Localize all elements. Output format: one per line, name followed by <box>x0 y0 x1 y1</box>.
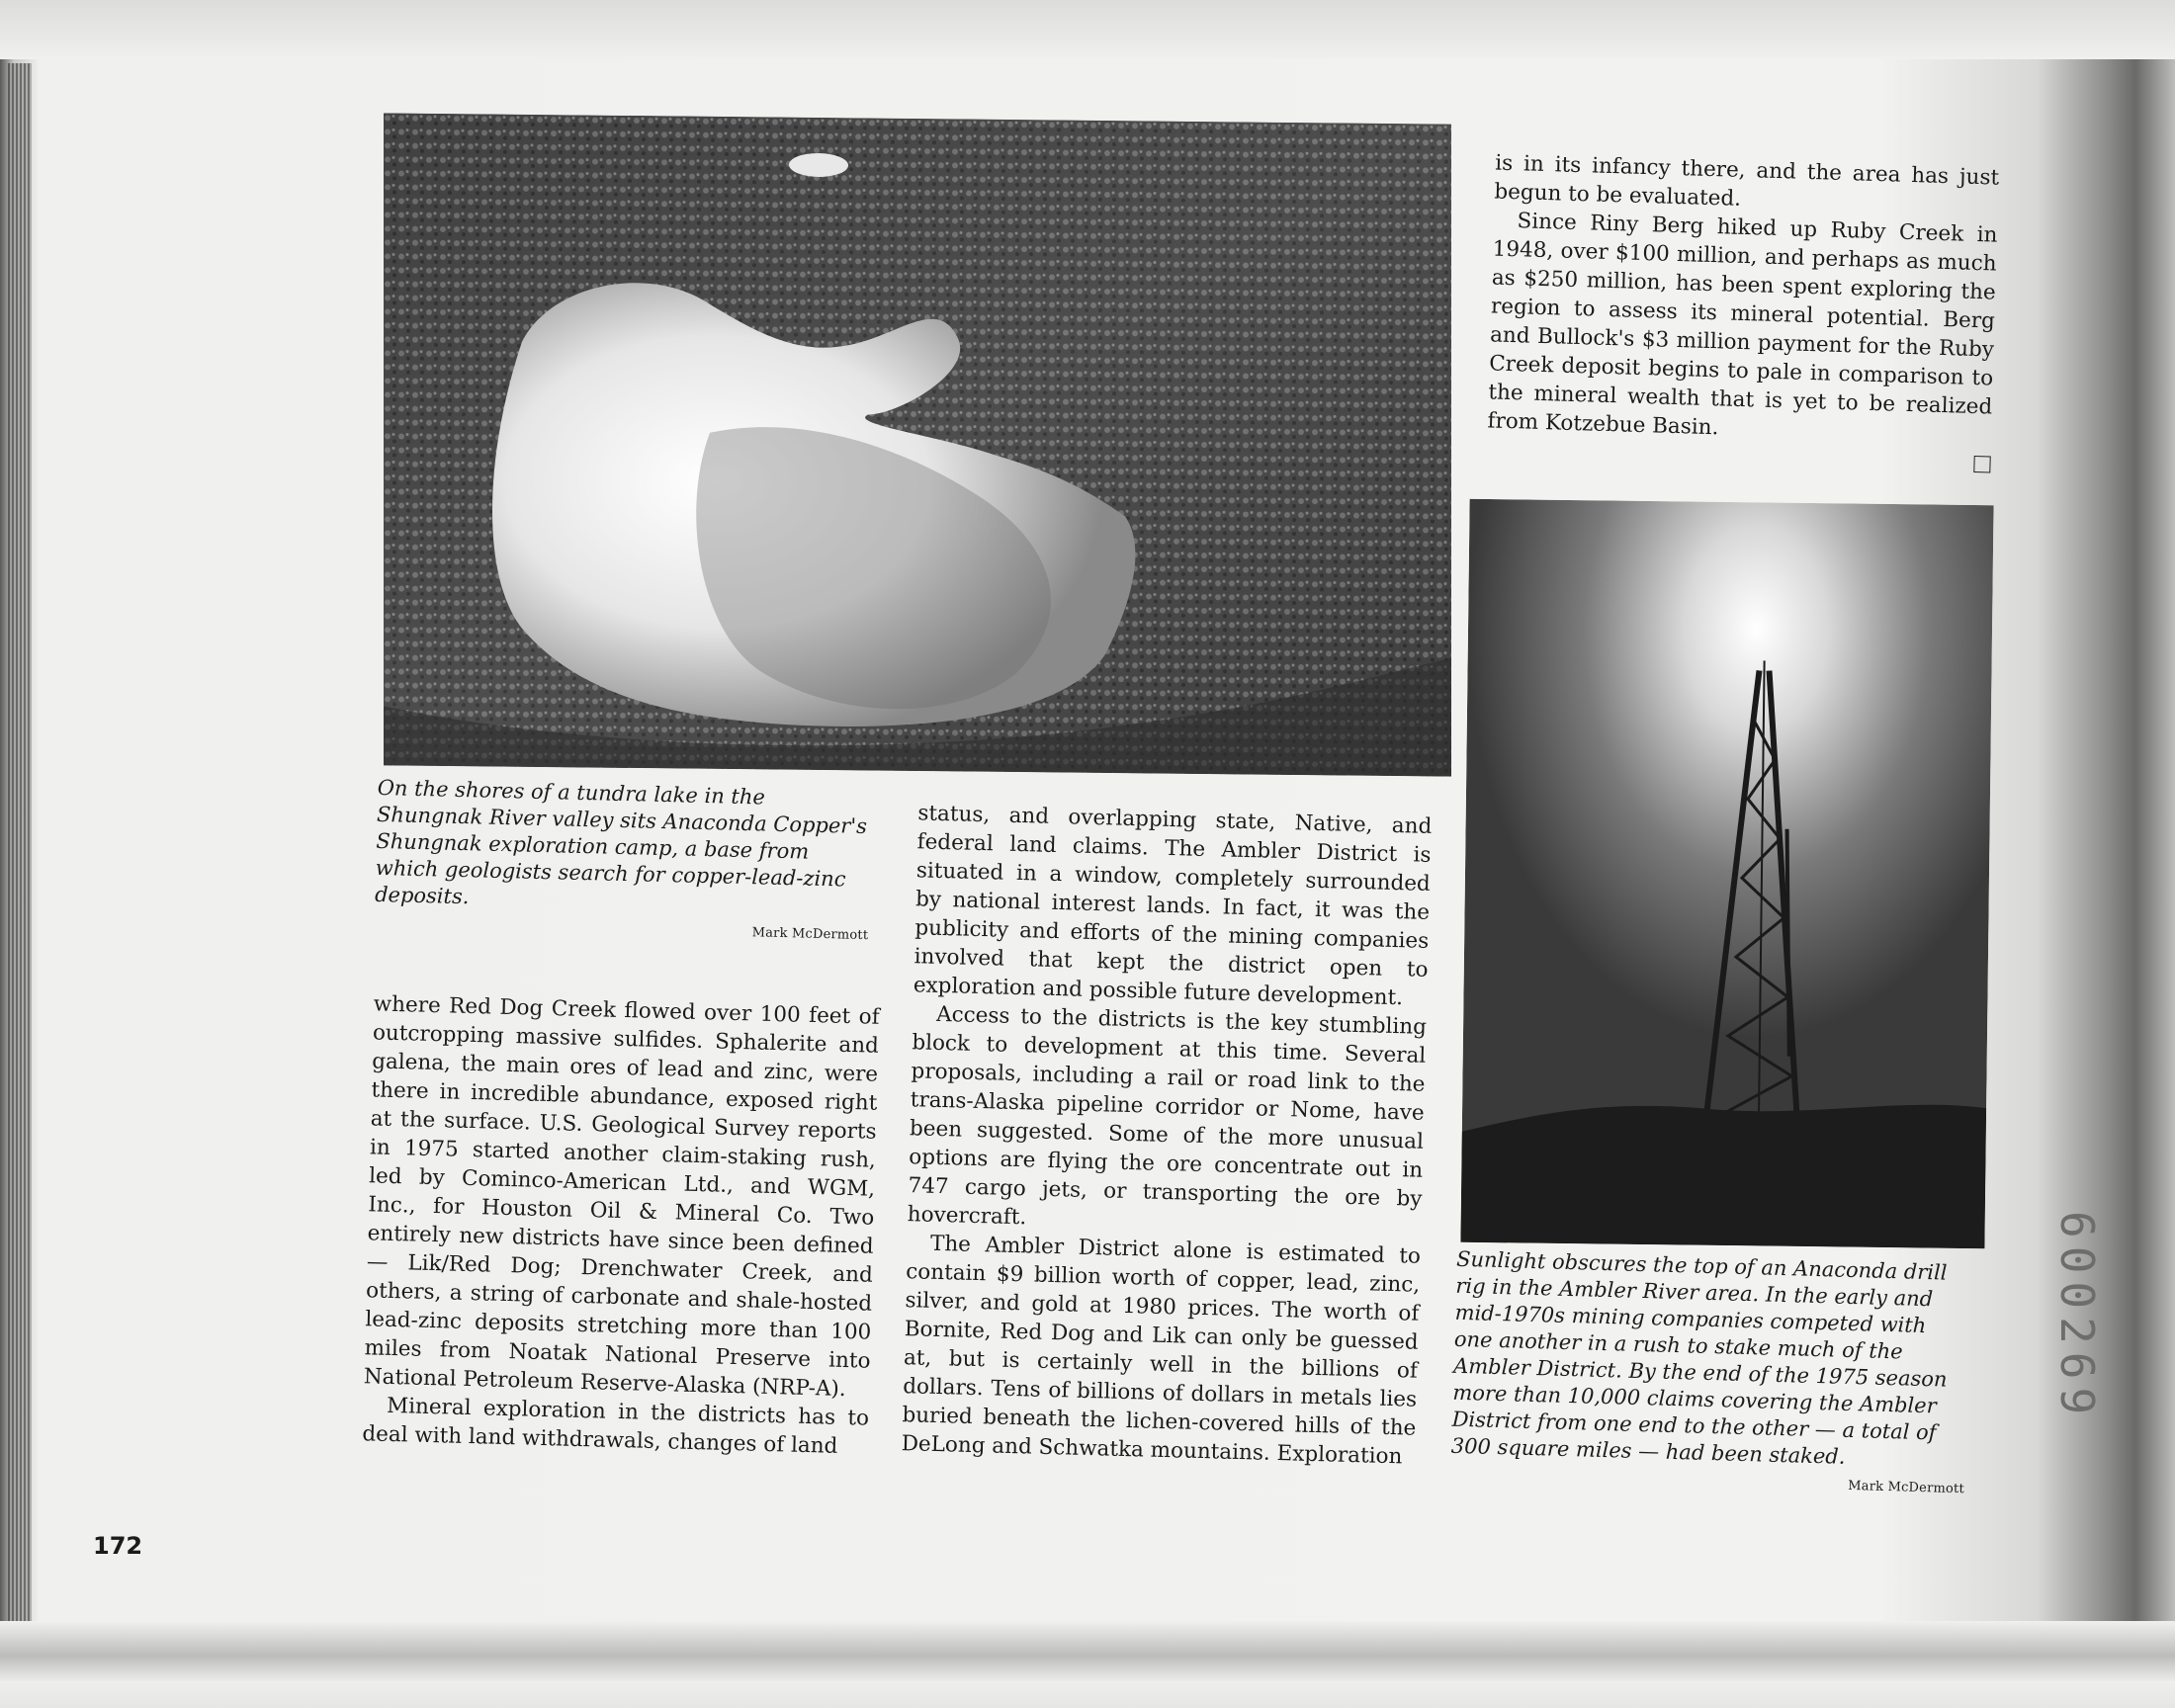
lake-caption-text: On the shores of a tundra lake in the Shungnak River valley sits Anaconda Copper's Shungnak exploration camp, a base from which geologists search for copper-lead-zinc deposits. <box>374 775 868 909</box>
paragraph: The Ambler District alone is estimated to contain $9 billion worth of copper, lead, zinc, silver, and gold at 1980 prices. The worth of Bornite, Red Dog and Lik can only be guessed at, but is certainly well in the billions of dollars. Tens of billions of dollars in metals lies buried beneath the lichen-covered hills of the DeLong and Schwatka mountains. Exploration <box>901 1231 1422 1470</box>
stamp-digits: 600269 <box>2050 1211 2104 1423</box>
rig-photo-credit: Mark McDermott <box>1848 1478 1965 1497</box>
article-column-middle <box>901 799 1432 1471</box>
end-of-article-mark <box>1973 456 1990 472</box>
paragraph: where Red Dog Creek flowed over 100 feet of outcropping massive sulfides. Sphalerite and galena, the main ores of lead and zinc, were there in incredible abundance, exposed right at the surface. U.S. Geological Survey reports in 1975 started another claim-staking rush, led by Cominco-American Ltd., and WGM, Inc., for Houston Oil & Mineral Co. Two entirely new districts have since been defined — Lik/Red Dog; Drenchwater Creek, and others, a string of carbonate and shale-hosted lead-zinc deposits stretching more than 100 miles from Noatak National Preserve into National Petroleum Reserve-Alaska (NRP-A). <box>363 991 880 1403</box>
lake-photo-credit: Mark McDermott <box>751 925 869 944</box>
bottom-shadow <box>0 1621 2175 1708</box>
rig-caption-text: Sunlight obscures the top of an Anaconda drill rig in the Ambler River area. In the early and mid-1970s mining companies competed with one another in a rush to stake much of the Ambler District. By the end of the 1975 season more than 10,000 claims covering the Ambler District from one end to the other — a total of 300 square miles — had been staked. <box>1450 1246 1948 1469</box>
paragraph: Mineral exploration in the districts has to deal with land withdrawals, changes of land <box>362 1393 870 1459</box>
article-column-left <box>362 989 880 1461</box>
lake-photo-caption <box>374 775 872 949</box>
archive-stamp-number <box>2050 1211 2114 1423</box>
paragraph: Access to the districts is the key stumbling block to development at this time. Several proposals, including a rail or road link to the trans-Alaska pipeline corridor or Nome, have been suggested. Some of the more unusual options are flying the ore concentrate out in 747 cargo jets, or transporting the ore by hovercraft. <box>907 1001 1428 1231</box>
drill-rig-photo-caption <box>1450 1246 1971 1502</box>
top-shadow <box>0 0 2175 59</box>
article-column-right <box>1486 149 1999 473</box>
drill-rig-photo <box>1460 499 1993 1248</box>
paragraph: is in its infancy there, and the area has just begun to be evaluated. <box>1494 150 2000 212</box>
paragraph: status, and overlapping state, Native, and federal land claims. The Ambler District is situated in a window, completely surrounded by national interest lands. In fact, it was the publicity and efforts of the mining companies involved that kept the district open to exploration and possible future development. <box>913 801 1433 1011</box>
page-number: 172 <box>93 1532 143 1560</box>
paragraph: Since Riny Berg hiked up Ruby Creek in 1948, over $100 million, and perhaps as much as $250 million, has been spent exploring the region to assess its mineral potential. Berg and Bullock's $3 million payment for the Ruby Creek deposit begins to pale in comparison to the mineral wealth that is yet to be realized from Kotzebue Basin. <box>1487 209 1998 441</box>
tundra-lake-photo <box>384 113 1451 776</box>
book-binding-edge <box>8 63 32 1665</box>
